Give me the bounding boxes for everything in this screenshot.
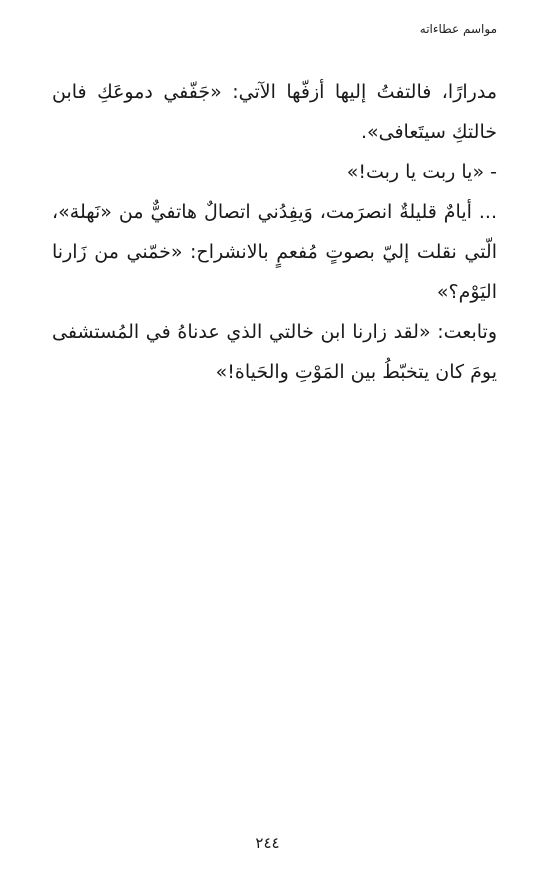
paragraph: - «يا ربت يا ربت!»: [346, 161, 497, 183]
body-text: [52, 72, 497, 392]
paragraph: مدرارًا، فالتفتُ إليها أزفّها الآتي: «جَفّفي دموعَكِ فابن خالتكِ سيتَعافى».: [52, 81, 497, 143]
paragraph: ... أيامٌ قليلةٌ انصرَمت، وَيفِدُني اتصالٌ هاتفيٌّ من «نَهلة»، الّتي نقلت إليّ بصوتٍ مُفعمٍ بالانشراح: «خمّني من زَارنا اليَوْم؟»: [52, 201, 497, 303]
page-number: ٢٤٤: [255, 834, 280, 852]
paragraph: وتابعت: «لقد زارنا ابن خالتي الذي عدناهُ في المُستشفى يومَ كان يتخبّطُ بين المَوْتِ والحَياة!»: [52, 321, 497, 383]
running-header: مواسم عطاءاته: [419, 22, 497, 36]
